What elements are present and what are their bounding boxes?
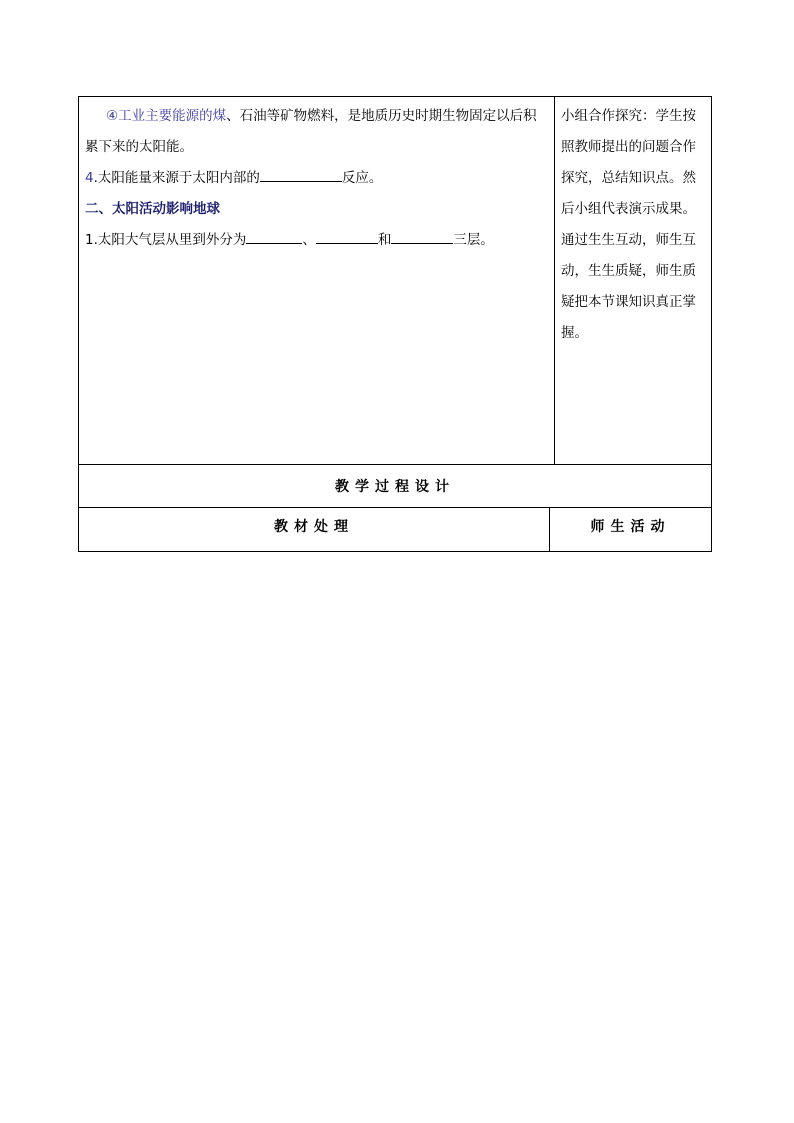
side-text-line: 疑把本节课知识真正掌 [561, 294, 696, 310]
answer-blank[interactable] [246, 230, 302, 244]
item4-circle-line2: 累下来的太阳能。 [85, 139, 193, 155]
question-4-text-before: .太阳能量来源于太阳内部的 [93, 170, 260, 186]
section-title: 教学过程设计 [335, 479, 455, 495]
side-text-line: 照教师提出的问题合作 [561, 139, 696, 155]
item4-circle-rest-text: 、石油等矿物燃料，是地质历史时期生物固定以后积 [226, 108, 537, 124]
answer-blank[interactable] [316, 230, 378, 244]
section-title-row [79, 465, 712, 508]
answer-blank[interactable] [260, 168, 342, 182]
lesson-plan-table [78, 96, 712, 552]
section-2-heading: 二、太阳活动影响地球 [85, 201, 220, 217]
question-1-text-after: 三层。 [453, 232, 494, 248]
side-text-line: 探究，总结知识点。然 [561, 170, 696, 186]
activity-header-cell [550, 508, 712, 551]
question-1-separator-1: 、 [302, 232, 316, 248]
question-4-text-after: 反应。 [341, 170, 383, 186]
side-text-line: 握。 [561, 325, 588, 341]
question-4-number: 4 [85, 170, 94, 186]
item4-circle-line1 [85, 101, 548, 132]
question-1 [85, 225, 548, 256]
answer-blank[interactable] [391, 230, 453, 244]
question-1-number: 1 [85, 232, 94, 248]
content-row [79, 97, 712, 465]
material-header: 教材处理 [274, 519, 354, 535]
section-title-cell [79, 465, 712, 508]
column-header-wrap [79, 508, 712, 552]
material-header-cell [79, 508, 550, 551]
question-1-text-before: .太阳大气层从里到外分为 [93, 232, 247, 248]
question-1-separator-2: 和 [377, 232, 392, 248]
side-text-line: 动，生生质疑，师生质 [561, 263, 696, 279]
column-header-table [79, 508, 711, 551]
main-content-cell [79, 97, 555, 465]
side-text-line: 通过生生互动，师生互 [561, 232, 696, 248]
item4-circle-blue-text: ④工业主要能源的煤 [106, 108, 227, 124]
side-activity-cell [555, 97, 712, 465]
side-text-line: 小组合作探究：学生按 [561, 108, 696, 124]
side-text-line: 后小组代表演示成果。 [561, 201, 696, 217]
column-header-row [79, 508, 712, 552]
activity-header: 师生活动 [590, 519, 671, 535]
question-4 [85, 163, 548, 194]
